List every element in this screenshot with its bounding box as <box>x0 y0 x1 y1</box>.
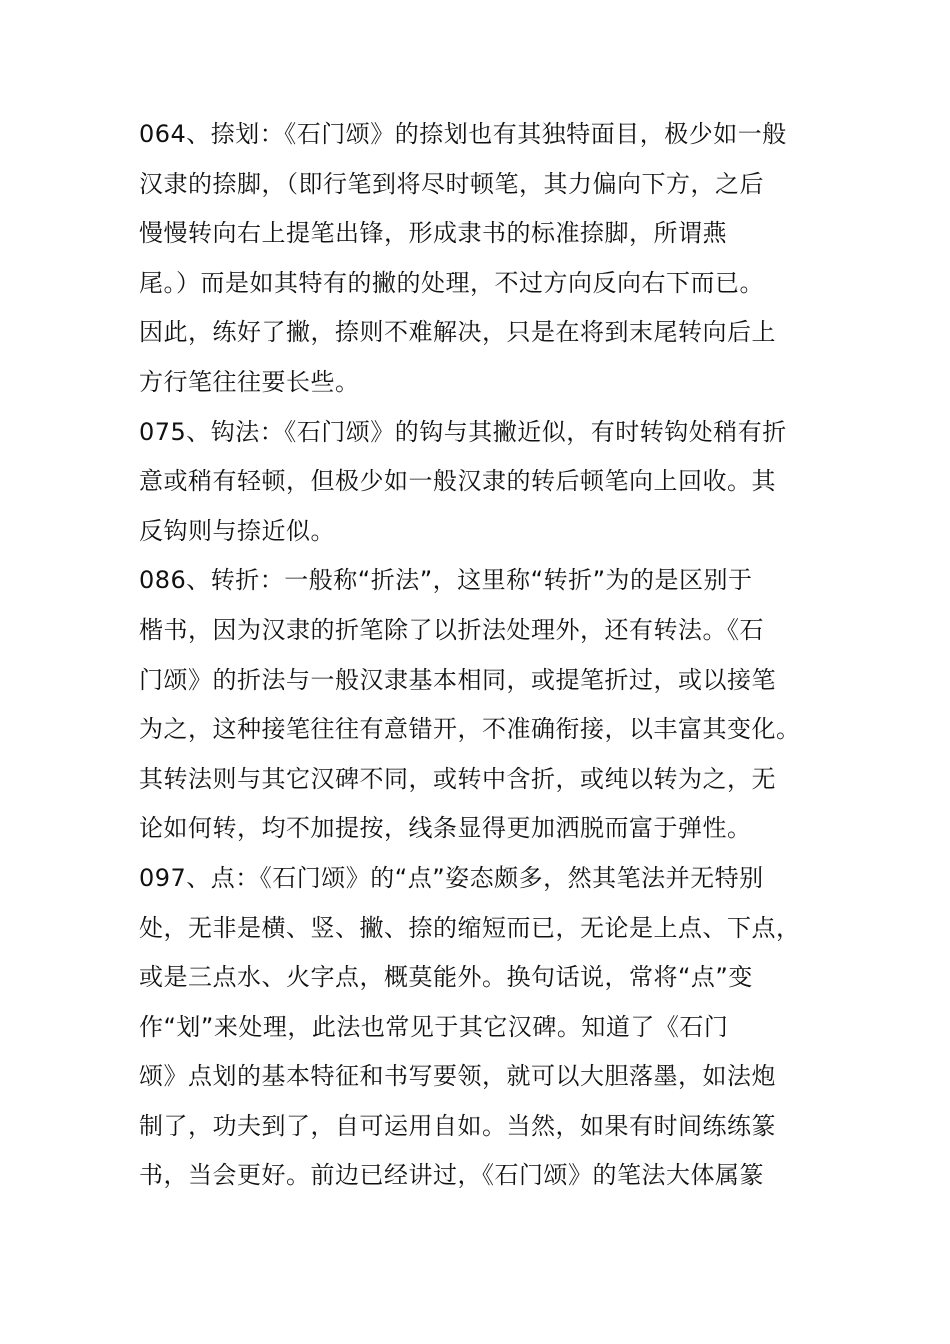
text-line: 制了，功夫到了，自可运用自如。当然，如果有时间练练篆 <box>139 1111 776 1140</box>
text-line: 方行笔往往要长些。 <box>139 367 360 396</box>
text-line: 反钩则与捺近似。 <box>139 516 335 545</box>
text-line: 097、点：《石门颂》的“点”姿态颇多，然其笔法并无特别 <box>139 863 764 892</box>
text-line: 论如何转，均不加提按，线条显得更加洒脱而富于弹性。 <box>139 814 752 843</box>
text-line: 颂》点划的基本特征和书写要领，就可以大胆落墨，如法炮 <box>139 1062 776 1091</box>
text-line: 尾。）而是如其特有的撇的处理，不过方向反向右下而已。 <box>139 268 764 297</box>
text-line: 门颂》的折法与一般汉隶基本相同，或提笔折过，或以接笔 <box>139 665 776 694</box>
text-line: 慢慢转向右上提笔出锋，形成隶书的标准捺脚，所谓燕 <box>139 219 727 248</box>
text-line: 作“划”来处理，此法也常见于其它汉碑。知道了《石门 <box>139 1012 729 1041</box>
body-text <box>139 110 829 1201</box>
text-line: 075、钩法：《石门颂》的钩与其撇近似，有时转钩处稍有折 <box>139 417 787 446</box>
text-line: 其转法则与其它汉碑不同，或转中含折，或纯以转为之，无 <box>139 764 776 793</box>
text-line: 或是三点水、火字点，概莫能外。换句话说，常将“点”变 <box>139 963 753 992</box>
text-line: 为之，这种接笔往往有意错开，不准确衔接，以丰富其变化。 <box>139 715 801 744</box>
text-line: 064、捺划：《石门颂》的捺划也有其独特面目，极少如一般 <box>139 120 787 148</box>
text-line: 书，当会更好。前边已经讲过，《石门颂》的笔法大体属篆 <box>139 1161 764 1190</box>
text-line: 处，无非是横、竖、撇、捺的缩短而已，无论是上点、下点， <box>139 913 801 942</box>
text-line: 意或稍有轻顿，但极少如一般汉隶的转后顿笔向上回收。其 <box>139 467 776 496</box>
text-line: 086、转折：一般称“折法”，这里称“转折”为的是区别于 <box>139 566 753 595</box>
text-line: 因此，练好了撇，捺则不难解决，只是在将到末尾转向后上 <box>139 318 776 347</box>
text-line: 汉隶的捺脚，（即行笔到将尽时顿笔，其力偏向下方，之后 <box>139 169 764 198</box>
text-line: 楷书，因为汉隶的折笔除了以折法处理外，还有转法。《石 <box>139 615 764 644</box>
